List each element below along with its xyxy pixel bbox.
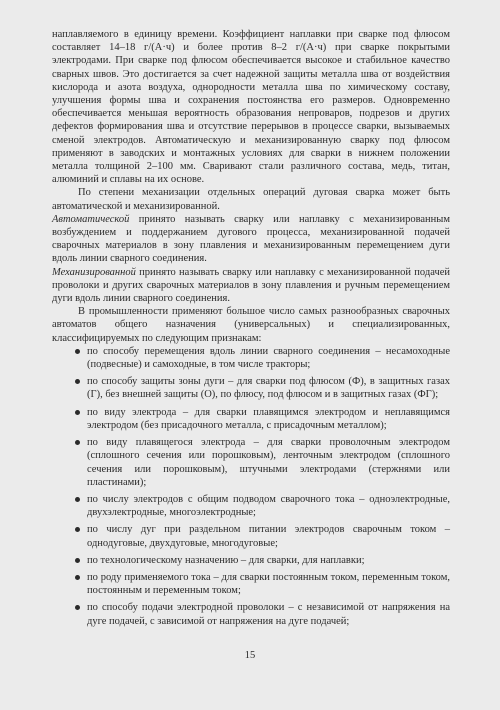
list-item: по технологическому назначению – для сварки, для наплавки; <box>52 554 450 567</box>
list-item: по числу электродов с общим подводом сварочного тока – одноэлектродные, двухэлектродные, многоэлектродные; <box>52 493 450 519</box>
paragraph-classification-intro: В промышленности применяют большое число самых разнообразных сварочных автоматов общего назначения (универсальных) и специализированных, классифицируемых по следующим признакам: <box>52 306 450 344</box>
bullet-icon <box>75 497 80 502</box>
bullet-icon <box>75 575 80 580</box>
list-item: по роду применяемого тока – для сварки постоянным током, переменным током, постоянным и переменным током; <box>52 571 450 597</box>
bullet-icon <box>75 379 80 384</box>
bullet-icon <box>75 605 80 610</box>
paragraph-mechanization: По степени механизации отдельных операций дуговая сварка может быть автоматической и механизированной. <box>52 187 450 212</box>
bullet-icon <box>75 558 80 563</box>
page-number: 15 <box>244 650 256 661</box>
list-item: по способу подачи электродной проволоки – с независимой от напряжения на дуге подачей, с зависимой от напряжения на дуге подачей; <box>52 601 450 627</box>
paragraph-automatic-definition <box>52 213 450 266</box>
mechanized-definition-text: принято называть сварку или наплавку с механизированной подачей проволоки и других сварочных материалов в зону плавления и ручным перемещением дуги вдоль линии сварного соединения. <box>52 266 451 305</box>
list-item: по виду плавящегося электрода – для сварки проволочным электродом (сплошного сечения или порошковым), ленточным электродом (сплошного сечения или порошковым), штучными электродами (стержнями или пластинами); <box>52 436 450 489</box>
classification-list <box>52 345 450 628</box>
automatic-definition-text: принято называть сварку или наплавку с механизированным возбуждением и поддержанием дугового процесса, механизированной подачей сварочных материалов в зону плавления и механизированным перемещением дуги вдоль линии сварного соединения. <box>52 213 450 265</box>
bullet-icon <box>75 349 80 354</box>
paragraph-flux-welding: наплавляемого в единицу времени. Коэффициент наплавки при сварке под флюсом составляет 14–18 г/(А·ч) и более против 8–2 г/(А·ч) при сварке покрытыми электродами. При сварке под флюсом обеспечивается высокое и стабильное качество сварных швов. Это достигается за счет надежной защиты металла шва от воздействия кислорода и азота воздуха, однородности металла шва по химическому составу, улучшения формы шва и сохранения постоянства его размеров. Одновременно обеспечивается меньшая вероятность образования непроваров, подрезов и других дефектов формирования шва и отсутствие перерывов в процессе сварки, вызываемых сменой электродов. Автоматическую и механизированную сварку под флюсом применяют в заводских и монтажных условиях для сварки в нижнем положении металла толщиной 2–100 мм. Сваривают стали различного состава, медь, титан, алюминий и сплавы на их основе. <box>52 29 450 186</box>
paragraph-mechanized-definition <box>52 266 450 306</box>
bullet-icon <box>75 527 80 532</box>
bullet-icon <box>75 440 80 445</box>
bullet-icon <box>75 410 80 415</box>
list-item: по способу перемещения вдоль линии сварного соединения – несамоходные (подвесные) и самоходные, в том числе тракторы; <box>52 345 450 371</box>
list-item: по способу защиты зоны дуги – для сварки под флюсом (Ф), в защитных газах (Г), без внешней защиты (О), по флюсу, под флюсом и в защитных газах (ФГ); <box>52 375 450 401</box>
list-item: по числу дуг при раздельном питании электродов сварочным током – однодуговые, двухдуговые, многодуговые; <box>52 523 450 549</box>
term-automatic: Автоматической <box>52 213 130 225</box>
term-mechanized: Механизированной <box>52 266 136 278</box>
list-item: по виду электрода – для сварки плавящимся электродом и неплавящимся электродом (без присадочного металла, с присадочным металлом); <box>52 406 450 432</box>
